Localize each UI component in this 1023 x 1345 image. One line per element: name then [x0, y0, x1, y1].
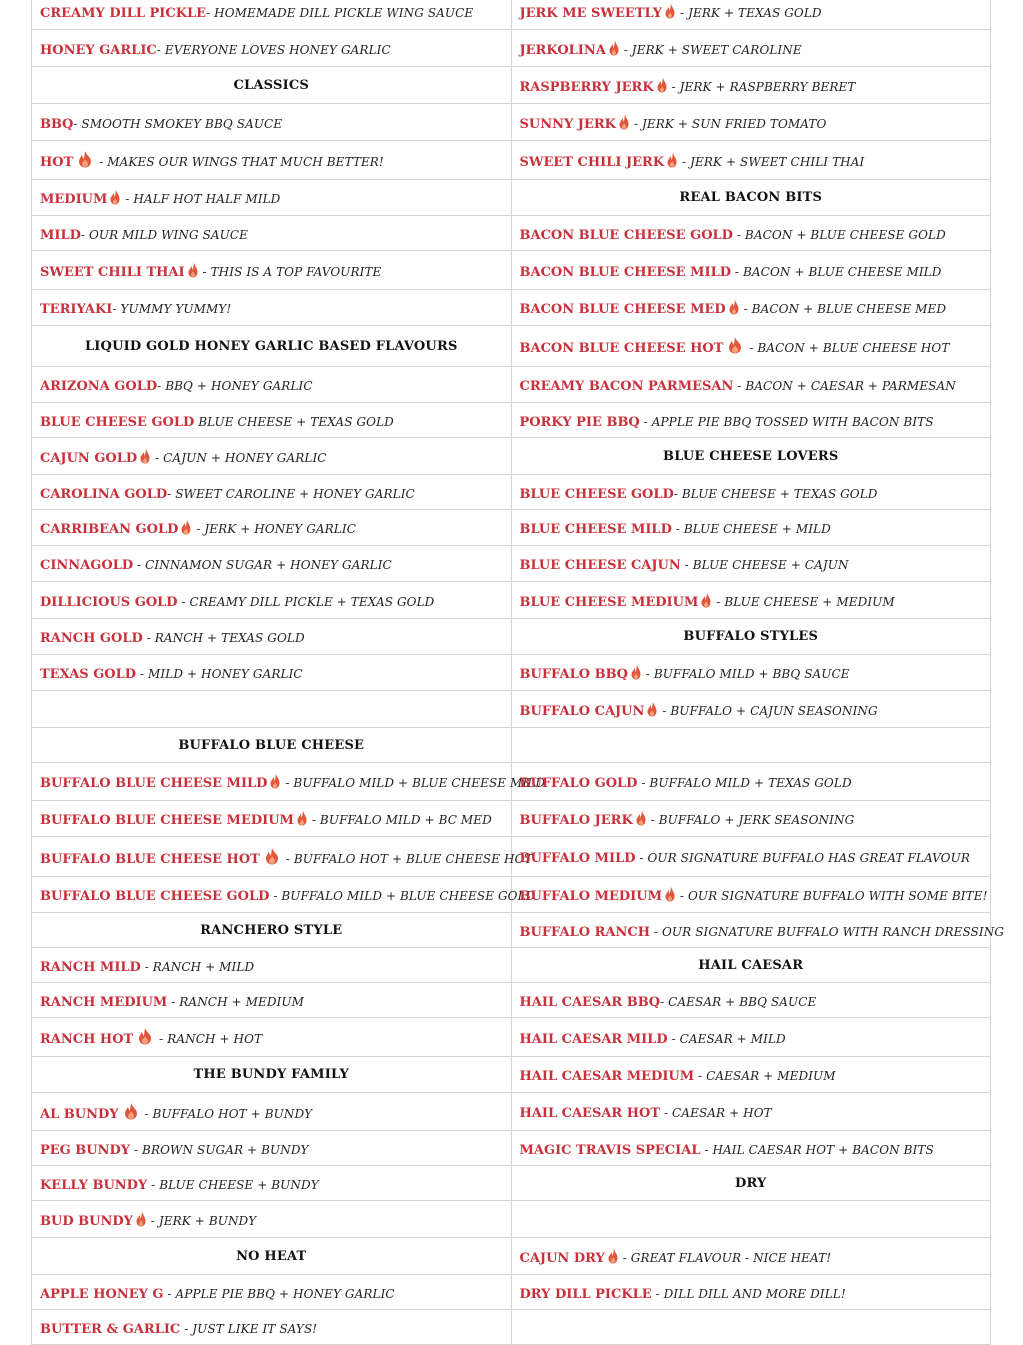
flavour-menu-body	[32, 0, 1005, 1345]
menu-row	[32, 403, 991, 438]
flavour-name: HAIL CAESAR MILD	[519, 1031, 668, 1047]
flavour-description: - BLUE CHEESE + BUNDY	[147, 1177, 319, 1192]
menu-row	[32, 326, 991, 367]
flavour-name: JERKOLINA	[519, 42, 606, 58]
flavour-name: BUFFALO CAJUN	[519, 703, 645, 719]
section-header-ranchero-style: RANCHERO STYLE	[32, 913, 512, 948]
menu-row	[32, 801, 991, 837]
flavour-item-blue-cheese-cajun	[511, 546, 991, 582]
medium-flame-icon	[636, 810, 646, 826]
flavour-item-buffalo-gold	[511, 763, 991, 801]
flavour-item-raspberry-jerk	[511, 67, 991, 104]
flavour-name: BBQ	[40, 116, 74, 132]
flavour-item-texas-gold	[32, 655, 512, 691]
section-header-the-bundy-family: THE BUNDY FAMILY	[32, 1057, 512, 1093]
flavour-item-ranch-gold	[32, 619, 512, 655]
empty-cell	[511, 1201, 991, 1238]
flavour-item-hail-caesar-medium	[511, 1057, 991, 1093]
flavour-name: CREAMY DILL PICKLE	[40, 5, 207, 21]
flavour-name: DRY DILL PICKLE	[519, 1286, 652, 1302]
flavour-item-al-bundy	[32, 1093, 512, 1131]
section-header-buffalo-blue-cheese: BUFFALO BLUE CHEESE	[32, 728, 512, 763]
flavour-name: BUFFALO BBQ	[519, 667, 628, 682]
empty-cell	[511, 1310, 991, 1345]
flavour-name: BUFFALO BLUE CHEESE MEDIUM	[40, 813, 294, 828]
flavour-description: - BACON + BLUE CHEESE HOT	[745, 341, 950, 355]
flavour-item-blue-cheese-gold	[32, 403, 512, 438]
flavour-name: CAJUN GOLD	[40, 450, 138, 466]
flavour-name: RANCH MILD	[40, 959, 141, 975]
flavour-item-butter-and-garlic	[32, 1310, 512, 1345]
section-header-blue-cheese-lovers: BLUE CHEESE LOVERS	[511, 438, 991, 475]
flavour-name: BACON BLUE CHEESE HOT	[519, 341, 724, 356]
flavour-menu-table	[31, 0, 1005, 1345]
flavour-name: APPLE HONEY G	[40, 1286, 164, 1302]
flavour-item-ranch-medium	[32, 983, 512, 1018]
flavour-description: - CREAMY DILL PICKLE + TEXAS GOLD	[177, 594, 435, 609]
flavour-description: - MAKES OUR WINGS THAT MUCH BETTER!	[95, 155, 384, 169]
flavour-name: HOT	[40, 155, 74, 170]
flavour-item-buffalo-medium	[511, 877, 991, 913]
flavour-description: - CAJUN + HONEY GARLIC	[151, 450, 327, 465]
menu-row	[32, 1238, 991, 1275]
menu-row	[32, 728, 991, 763]
flavour-item-teriyaki	[32, 290, 512, 326]
section-header-hail-caesar: HAIL CAESAR	[511, 948, 991, 983]
flavour-name: PEG BUNDY	[40, 1142, 131, 1158]
flavour-item-dry-dill-pickle	[511, 1275, 991, 1310]
medium-flame-icon	[188, 262, 198, 278]
flavour-description: - OUR SIGNATURE BUFFALO WITH RANCH DRESSING	[650, 924, 1005, 939]
flavour-name: HAIL CAESAR MEDIUM	[519, 1069, 695, 1084]
hot-flame-icon	[136, 1027, 154, 1045]
menu-row	[32, 546, 991, 582]
flavour-item-peg-bundy	[32, 1131, 512, 1166]
medium-flame-icon	[136, 1211, 146, 1227]
flavour-item-creamy-dill-pickle	[32, 0, 512, 30]
flavour-item-cinnagold	[32, 546, 512, 582]
menu-row	[32, 983, 991, 1018]
menu-row	[32, 510, 991, 546]
flavour-name: BUFFALO RANCH	[519, 924, 651, 940]
flavour-item-porky-pie-bbq	[511, 403, 991, 438]
menu-row	[32, 30, 991, 67]
menu-row	[32, 1057, 991, 1093]
flavour-name: HAIL CAESAR HOT	[519, 1106, 661, 1121]
hot-flame-icon	[76, 150, 94, 168]
flavour-description: - BUFFALO HOT + BUNDY	[140, 1106, 313, 1121]
flavour-name: CREAMY BACON PARMESAN	[519, 379, 734, 394]
flavour-item-sunny-jerk	[511, 104, 991, 141]
flavour-name: RANCH MEDIUM	[40, 994, 168, 1010]
flavour-item-carribean-gold	[32, 510, 512, 546]
flavour-name: SUNNY JERK	[519, 116, 616, 132]
medium-flame-icon	[631, 664, 641, 680]
flavour-name: TEXAS GOLD	[40, 667, 137, 682]
flavour-item-bacon-blue-cheese-med	[511, 290, 991, 326]
flavour-description: - JERK + HONEY GARLIC	[192, 522, 356, 536]
medium-flame-icon	[657, 77, 667, 93]
flavour-item-cajun-gold	[32, 438, 512, 475]
flavour-name: AL BUNDY	[40, 1106, 119, 1122]
flavour-name: TERIYAKI	[40, 302, 113, 317]
flavour-item-dillicious-gold	[32, 582, 512, 619]
flavour-item-ranch-mild	[32, 948, 512, 983]
flavour-description: - BLUE CHEESE + MEDIUM	[712, 594, 895, 609]
flavour-item-jerk-me-sweetly	[511, 0, 991, 30]
flavour-description: - BACON + BLUE CHEESE MILD	[731, 264, 942, 279]
flavour-description: - JERK + SWEET CHILI THAI	[678, 154, 865, 169]
flavour-item-arizona-gold	[32, 367, 512, 403]
menu-row	[32, 655, 991, 691]
flavour-description: - MILD + HONEY GARLIC	[136, 667, 303, 681]
flavour-item-carolina-gold	[32, 475, 512, 510]
menu-row	[32, 290, 991, 326]
empty-cell	[511, 728, 991, 763]
medium-flame-icon	[665, 3, 675, 19]
medium-flame-icon	[667, 152, 677, 168]
flavour-name: ARIZONA GOLD	[40, 379, 158, 394]
flavour-description: - OUR SIGNATURE BUFFALO HAS GREAT FLAVOUR	[635, 851, 970, 865]
flavour-item-kelly-bundy	[32, 1166, 512, 1201]
flavour-name: JERK ME SWEETLY	[519, 5, 663, 21]
menu-row	[32, 619, 991, 655]
flavour-description: - APPLE PIE BBQ TOSSED WITH BACON BITS	[639, 414, 934, 429]
hot-flame-icon	[726, 336, 744, 354]
menu-row	[32, 1093, 991, 1131]
flavour-name: RANCH GOLD	[40, 631, 143, 646]
menu-row	[32, 1166, 991, 1201]
flavour-description: - CAESAR + MILD	[667, 1031, 786, 1046]
flavour-name: SWEET CHILI THAI	[40, 264, 185, 280]
medium-flame-icon	[181, 519, 191, 535]
flavour-name: BACON BLUE CHEESE GOLD	[519, 227, 733, 243]
section-header-no-heat: NO HEAT	[32, 1238, 512, 1275]
menu-row	[32, 1310, 991, 1345]
flavour-description: - CAESAR + BBQ SAUCE	[660, 994, 817, 1009]
section-header-real-bacon-bits: REAL BACON BITS	[511, 180, 991, 216]
medium-flame-icon	[609, 40, 619, 56]
flavour-item-bacon-blue-cheese-gold	[511, 216, 991, 251]
flavour-description: - JERK + TEXAS GOLD	[676, 5, 822, 20]
flavour-description: - OUR MILD WING SAUCE	[80, 227, 249, 242]
hot-flame-icon	[263, 847, 281, 865]
flavour-description: BLUE CHEESE + TEXAS GOLD	[194, 414, 394, 429]
flavour-item-buffalo-mild	[511, 837, 991, 877]
medium-flame-icon	[608, 1248, 618, 1264]
menu-row	[32, 216, 991, 251]
flavour-description: - BUFFALO MILD + BLUE CHEESE MILD	[281, 776, 546, 790]
flavour-item-blue-cheese-medium	[511, 582, 991, 619]
flavour-description: - BUFFALO MILD + TEXAS GOLD	[637, 776, 852, 790]
flavour-item-hot	[32, 141, 512, 180]
flavour-description: - BUFFALO + JERK SEASONING	[646, 813, 855, 827]
flavour-description: - HOMEMADE DILL PICKLE WING SAUCE	[206, 5, 474, 20]
flavour-description: - RANCH + TEXAS GOLD	[142, 631, 305, 645]
flavour-description: - BACON + BLUE CHEESE MED	[739, 302, 947, 316]
flavour-description: - CAESAR + MEDIUM	[694, 1069, 836, 1083]
flavour-item-buffalo-bbq	[511, 655, 991, 691]
menu-row	[32, 837, 991, 877]
medium-flame-icon	[140, 448, 150, 464]
menu-row	[32, 1275, 991, 1310]
flavour-name: BUTTER & GARLIC	[40, 1321, 181, 1337]
flavour-description: - DILL DILL AND MORE DILL!	[651, 1286, 846, 1301]
flavour-description: - BACON + CAESAR + PARMESAN	[733, 379, 956, 393]
flavour-name: BLUE CHEESE GOLD	[519, 486, 674, 502]
flavour-description: - HALF HOT HALF MILD	[121, 192, 281, 206]
flavour-description: - BLUE CHEESE + TEXAS GOLD	[673, 486, 878, 501]
flavour-description: - JERK + SUN FRIED TOMATO	[629, 116, 827, 131]
menu-row	[32, 877, 991, 913]
menu-row	[32, 948, 991, 983]
flavour-description: - THIS IS A TOP FAVOURITE	[198, 264, 382, 279]
flavour-description: - YUMMY YUMMY!	[112, 302, 232, 316]
menu-row	[32, 0, 991, 30]
section-header-liquid-gold-honey-garlic-based-flavours: LIQUID GOLD HONEY GARLIC BASED FLAVOURS	[32, 326, 512, 367]
flavour-description: - BUFFALO MILD + BBQ SAUCE	[641, 667, 850, 681]
flavour-description: - CINNAMON SUGAR + HONEY GARLIC	[133, 558, 392, 572]
flavour-item-buffalo-blue-cheese-hot	[32, 837, 533, 877]
medium-flame-icon	[619, 114, 629, 130]
flavour-item-sweet-chili-jerk	[511, 141, 991, 180]
medium-flame-icon	[270, 773, 280, 789]
menu-row	[32, 180, 991, 216]
menu-row	[32, 691, 991, 728]
flavour-name: BUFFALO BLUE CHEESE HOT	[40, 851, 260, 867]
flavour-name: BACON BLUE CHEESE MILD	[519, 264, 731, 280]
flavour-name: SWEET CHILI JERK	[519, 154, 665, 170]
flavour-description: - JERK + BUNDY	[146, 1213, 257, 1228]
flavour-name: RANCH HOT	[40, 1032, 134, 1047]
flavour-description: - SWEET CAROLINE + HONEY GARLIC	[167, 486, 415, 501]
flavour-description: - BLUE CHEESE + MILD	[671, 522, 831, 536]
menu-row	[32, 67, 991, 104]
empty-cell	[32, 691, 512, 728]
flavour-item-magic-travis-special	[511, 1131, 991, 1166]
menu-row	[32, 475, 991, 510]
flavour-name: BUFFALO MILD	[519, 851, 636, 866]
flavour-item-buffalo-blue-cheese-mild	[32, 763, 546, 801]
flavour-name: CAJUN DRY	[519, 1250, 605, 1266]
flavour-item-buffalo-jerk	[511, 801, 991, 837]
flavour-name: PORKY PIE BBQ	[519, 414, 640, 430]
flavour-description: - RANCH + HOT	[155, 1032, 263, 1046]
flavour-description: - CAESAR + HOT	[660, 1106, 772, 1120]
flavour-name: CINNAGOLD	[40, 558, 134, 573]
flavour-name: RASPBERRY JERK	[519, 79, 654, 95]
flavour-name: BUFFALO BLUE CHEESE GOLD	[40, 889, 270, 904]
flavour-item-hail-caesar-bbq	[511, 983, 991, 1018]
flavour-description: - BBQ + HONEY GARLIC	[157, 379, 313, 393]
flavour-description: - BLUE CHEESE + CAJUN	[680, 558, 849, 572]
flavour-item-jerkolina	[511, 30, 991, 67]
flavour-description: - BUFFALO HOT + BLUE CHEESE HOT	[281, 851, 533, 866]
flavour-item-buffalo-blue-cheese-gold	[32, 877, 536, 913]
flavour-item-hail-caesar-mild	[511, 1018, 991, 1057]
menu-row	[32, 763, 991, 801]
flavour-name: MEDIUM	[40, 192, 108, 207]
flavour-item-apple-honey-g	[32, 1275, 512, 1310]
flavour-description: - SMOOTH SMOKEY BBQ SAUCE	[73, 116, 283, 131]
flavour-name: BUFFALO GOLD	[519, 776, 638, 791]
flavour-name: BACON BLUE CHEESE MED	[519, 302, 726, 317]
flavour-name: BUFFALO BLUE CHEESE MILD	[40, 776, 268, 791]
section-header-classics: CLASSICS	[32, 67, 512, 104]
flavour-item-bacon-blue-cheese-mild	[511, 251, 991, 290]
medium-flame-icon	[110, 189, 120, 205]
flavour-name: CAROLINA GOLD	[40, 486, 168, 502]
flavour-description: - GREAT FLAVOUR - NICE HEAT!	[618, 1250, 832, 1265]
menu-row	[32, 251, 991, 290]
flavour-item-bacon-blue-cheese-hot	[511, 326, 991, 367]
flavour-item-sweet-chili-thai	[32, 251, 512, 290]
menu-row	[32, 438, 991, 475]
medium-flame-icon	[729, 299, 739, 315]
menu-row	[32, 582, 991, 619]
flavour-item-buffalo-cajun	[511, 691, 991, 728]
flavour-description: - BUFFALO MILD + BC MED	[307, 813, 492, 827]
flavour-name: BUD BUNDY	[40, 1213, 133, 1229]
menu-row	[32, 913, 991, 948]
flavour-description: - JERK + SWEET CAROLINE	[619, 42, 802, 57]
menu-row	[32, 1131, 991, 1166]
menu-row	[32, 367, 991, 403]
flavour-item-bbq	[32, 104, 512, 141]
flavour-item-buffalo-ranch	[511, 913, 1005, 948]
flavour-description: - BUFFALO + CAJUN SEASONING	[658, 703, 878, 718]
medium-flame-icon	[665, 886, 675, 902]
menu-row	[32, 141, 991, 180]
hot-flame-icon	[122, 1102, 140, 1120]
flavour-description: - OUR SIGNATURE BUFFALO WITH SOME BITE!	[675, 889, 988, 903]
flavour-name: MAGIC TRAVIS SPECIAL	[519, 1142, 701, 1158]
flavour-name: KELLY BUNDY	[40, 1177, 148, 1193]
flavour-item-medium	[32, 180, 512, 216]
flavour-name: BLUE CHEESE GOLD	[40, 414, 195, 430]
medium-flame-icon	[701, 592, 711, 608]
medium-flame-icon	[297, 810, 307, 826]
flavour-name: BUFFALO MEDIUM	[519, 889, 662, 904]
section-header-buffalo-styles: BUFFALO STYLES	[511, 619, 991, 655]
flavour-name: BLUE CHEESE MILD	[519, 522, 672, 537]
menu-row	[32, 1201, 991, 1238]
flavour-item-blue-cheese-mild	[511, 510, 991, 546]
flavour-item-creamy-bacon-parmesan	[511, 367, 991, 403]
flavour-description: - APPLE PIE BBQ + HONEY GARLIC	[163, 1286, 395, 1301]
flavour-item-hail-caesar-hot	[511, 1093, 991, 1131]
flavour-item-mild	[32, 216, 512, 251]
flavour-name: BLUE CHEESE CAJUN	[519, 558, 681, 573]
flavour-name: HAIL CAESAR BBQ	[519, 994, 661, 1010]
flavour-description: - RANCH + MILD	[140, 959, 255, 974]
flavour-item-ranch-hot	[32, 1018, 512, 1057]
flavour-description: - JERK + RASPBERRY BERET	[667, 79, 856, 94]
menu-row	[32, 104, 991, 141]
flavour-description: - HAIL CAESAR HOT + BACON BITS	[700, 1142, 934, 1157]
flavour-item-buffalo-blue-cheese-medium	[32, 801, 512, 837]
menu-row	[32, 1018, 991, 1057]
flavour-item-honey-garlic	[32, 30, 512, 67]
flavour-description: - BROWN SUGAR + BUNDY	[130, 1142, 309, 1157]
flavour-name: MILD	[40, 227, 81, 243]
flavour-name: CARRIBEAN GOLD	[40, 522, 179, 537]
flavour-description: - JUST LIKE IT SAYS!	[180, 1321, 318, 1336]
medium-flame-icon	[647, 701, 657, 717]
flavour-name: BLUE CHEESE MEDIUM	[519, 594, 699, 610]
flavour-description: - BACON + BLUE CHEESE GOLD	[732, 227, 946, 242]
flavour-description: - EVERYONE LOVES HONEY GARLIC	[156, 42, 391, 57]
flavour-item-bud-bundy	[32, 1201, 512, 1238]
flavour-item-blue-cheese-gold	[511, 475, 991, 510]
flavour-name: DILLICIOUS GOLD	[40, 594, 178, 610]
flavour-description: - RANCH + MEDIUM	[167, 994, 305, 1009]
flavour-description: - BUFFALO MILD + BLUE CHEESE GOLD	[269, 889, 536, 903]
flavour-name: BUFFALO JERK	[519, 813, 633, 828]
section-header-dry: DRY	[511, 1166, 991, 1201]
flavour-item-cajun-dry	[511, 1238, 991, 1275]
flavour-name: HONEY GARLIC	[40, 42, 157, 58]
